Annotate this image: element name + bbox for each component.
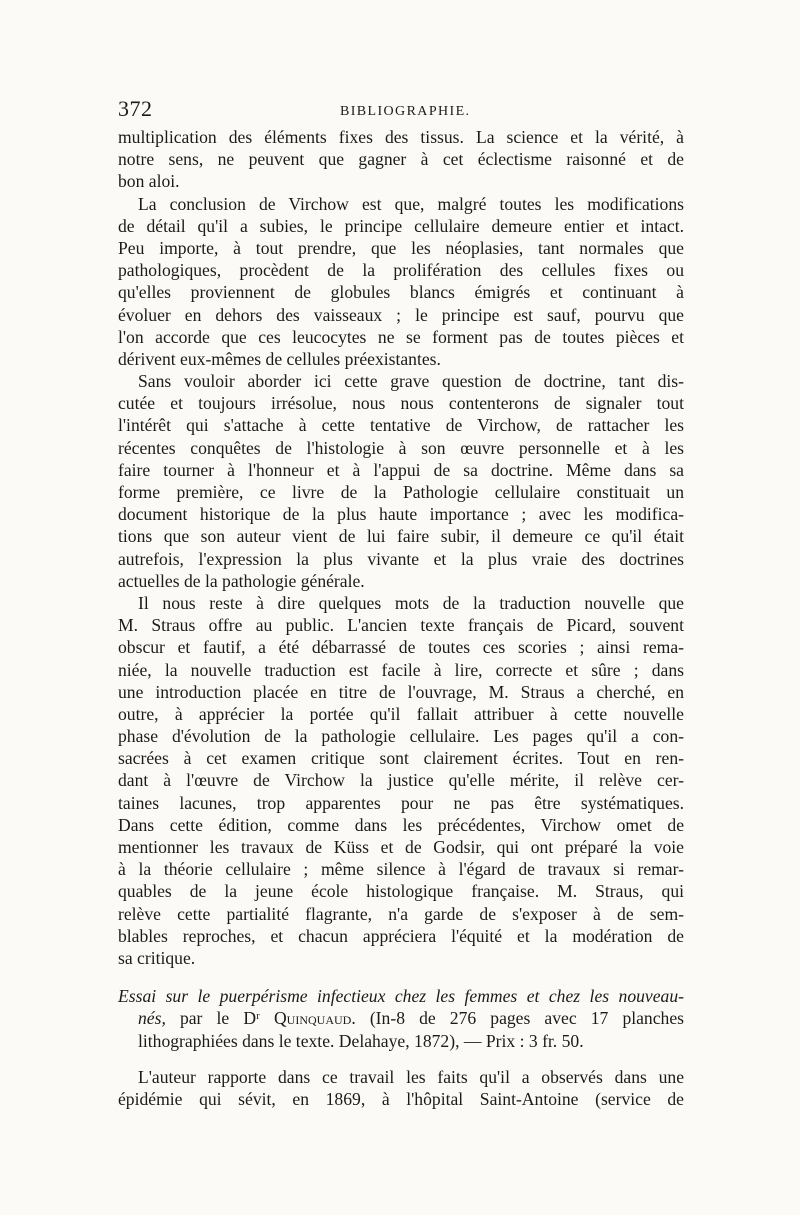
body-text bbox=[118, 126, 684, 1110]
spacer bbox=[118, 1052, 684, 1066]
text-line: épidémie qui sévit, en 1869, à l'hôpital Saint-Antoine (service de bbox=[118, 1088, 684, 1109]
text-line: dant à l'œuvre de Virchow la justice qu'elle mérite, il relève cer- bbox=[118, 770, 684, 791]
text-line: blables reproches, et chacun appréciera l'équité et la modération de bbox=[118, 925, 684, 946]
text-line: à la théorie cellulaire ; même silence à l'égard de travaux si remar- bbox=[118, 859, 684, 880]
text-line: faire tourner à l'honneur et à l'appui de sa doctrine. Même dans sa bbox=[118, 459, 684, 480]
book-author: Quinquaud. bbox=[273, 1008, 356, 1029]
text-line: actuelles de la pathologie générale. bbox=[118, 570, 365, 591]
text-line: évoluer en dehors des vaisseaux ; le principe est sauf, pourvu que bbox=[118, 304, 684, 325]
text-line: notre sens, ne peuvent que gagner à cet éclectisme raisonné et de bbox=[118, 149, 684, 170]
text-line: document historique de la plus haute importance ; avec les modifica- bbox=[118, 504, 684, 525]
book-author-prefix: par le Dʳ bbox=[165, 1008, 274, 1029]
text-line: cutée et toujours irrésolue, nous nous contenterons de signaler tout bbox=[118, 393, 684, 414]
text-line: quables de la jeune école histologique française. M. Straus, qui bbox=[118, 881, 684, 902]
text-line: l'on accorde que ces leucocytes ne se forment pas de toutes pièces et bbox=[118, 326, 684, 347]
book-details: (In-8 de 276 pages avec 17 planches bbox=[355, 1008, 684, 1029]
book-title-line: Essai sur le puerpérisme infectieux chez les femmes et chez les nouveau- bbox=[118, 986, 684, 1007]
text-line: obscur et fautif, a été débarrassé de toutes ces scories ; ainsi rema- bbox=[118, 637, 684, 658]
page-number: 372 bbox=[118, 96, 153, 121]
book-details-line bbox=[118, 1007, 684, 1029]
text-line: outre, à apprécier la portée qu'il fallait attribuer à cette nouvelle bbox=[118, 703, 684, 724]
paragraph bbox=[118, 193, 684, 371]
text-line: relève cette partialité flagrante, n'a garde de s'exposer à de sem- bbox=[118, 903, 684, 924]
text-line: mentionner les travaux de Küss et de Godsir, qui ont préparé la voie bbox=[118, 837, 684, 857]
text-line: Il nous reste à dire quelques mots de la traduction nouvelle que bbox=[138, 592, 684, 613]
text-line: récentes conquêtes de l'histologie à son œuvre personnelle et à les bbox=[118, 437, 684, 458]
book-title-end: nés, bbox=[138, 1008, 166, 1029]
text-line: dérivent eux-mêmes de cellules préexistantes. bbox=[118, 348, 441, 369]
paragraph bbox=[118, 592, 684, 969]
paragraph bbox=[118, 370, 684, 592]
text-line: Peu importe, à tout prendre, que les néoplasies, tant normales que bbox=[118, 237, 684, 258]
text-line: pathologiques, procèdent de la prolifération des cellules fixes ou bbox=[118, 260, 684, 281]
paragraph bbox=[118, 126, 684, 193]
text-line: niée, la nouvelle traduction est facile à lire, correcte et sûre ; dans bbox=[118, 659, 684, 680]
text-line: multiplication des éléments fixes des tissus. La science et la vérité, à bbox=[118, 127, 684, 147]
text-line: qu'elles proviennent de globules blancs émigrés et continuant à bbox=[118, 282, 684, 303]
book-details-line: lithographiées dans le texte. Delahaye, 1872), — Prix : 3 fr. 50. bbox=[138, 1030, 584, 1051]
running-head: BIBLIOGRAPHIE. bbox=[340, 104, 471, 119]
text-line: M. Straus offre au public. L'ancien texte français de Picard, souvent bbox=[118, 615, 684, 636]
page-header bbox=[118, 96, 684, 126]
text-line: une introduction placée en titre de l'ouvrage, M. Straus a cherché, en bbox=[118, 681, 684, 702]
text-line: sa critique. bbox=[118, 947, 196, 968]
text-line: La conclusion de Virchow est que, malgré toutes les modifications bbox=[138, 193, 684, 214]
text-line: L'auteur rapporte dans ce travail les faits qu'il a observés dans une bbox=[138, 1066, 684, 1087]
text-line: sacrées à cet examen critique sont clairement écrites. Tout en ren- bbox=[118, 748, 684, 769]
text-line: de détail qu'il a subies, le principe cellulaire demeure entier et intact. bbox=[118, 215, 684, 236]
text-line: tions que son auteur vient de lui faire subir, il demeure ce qu'il était bbox=[118, 526, 684, 547]
text-line: Dans cette édition, comme dans les précédentes, Virchow omet de bbox=[118, 814, 684, 835]
text-line: bon aloi. bbox=[118, 171, 180, 192]
text-line: forme première, ce livre de la Pathologie cellulaire constituait un bbox=[118, 482, 684, 502]
text-line: autrefois, l'expression la plus vivante et la plus vraie des doctrines bbox=[118, 548, 684, 569]
text-line: l'intérêt qui s'attache à cette tentative de Virchow, de rattacher les bbox=[118, 415, 684, 436]
book-review-entry bbox=[118, 985, 684, 1052]
text-line: Sans vouloir aborder ici cette grave question de doctrine, tant dis- bbox=[138, 371, 684, 392]
paragraph bbox=[118, 1066, 684, 1110]
text-line: taines lacunes, trop apparentes pour ne pas être systématiques. bbox=[118, 792, 684, 813]
text-line: phase d'évolution de la pathologie cellulaire. Les pages qu'il a con- bbox=[118, 726, 684, 747]
